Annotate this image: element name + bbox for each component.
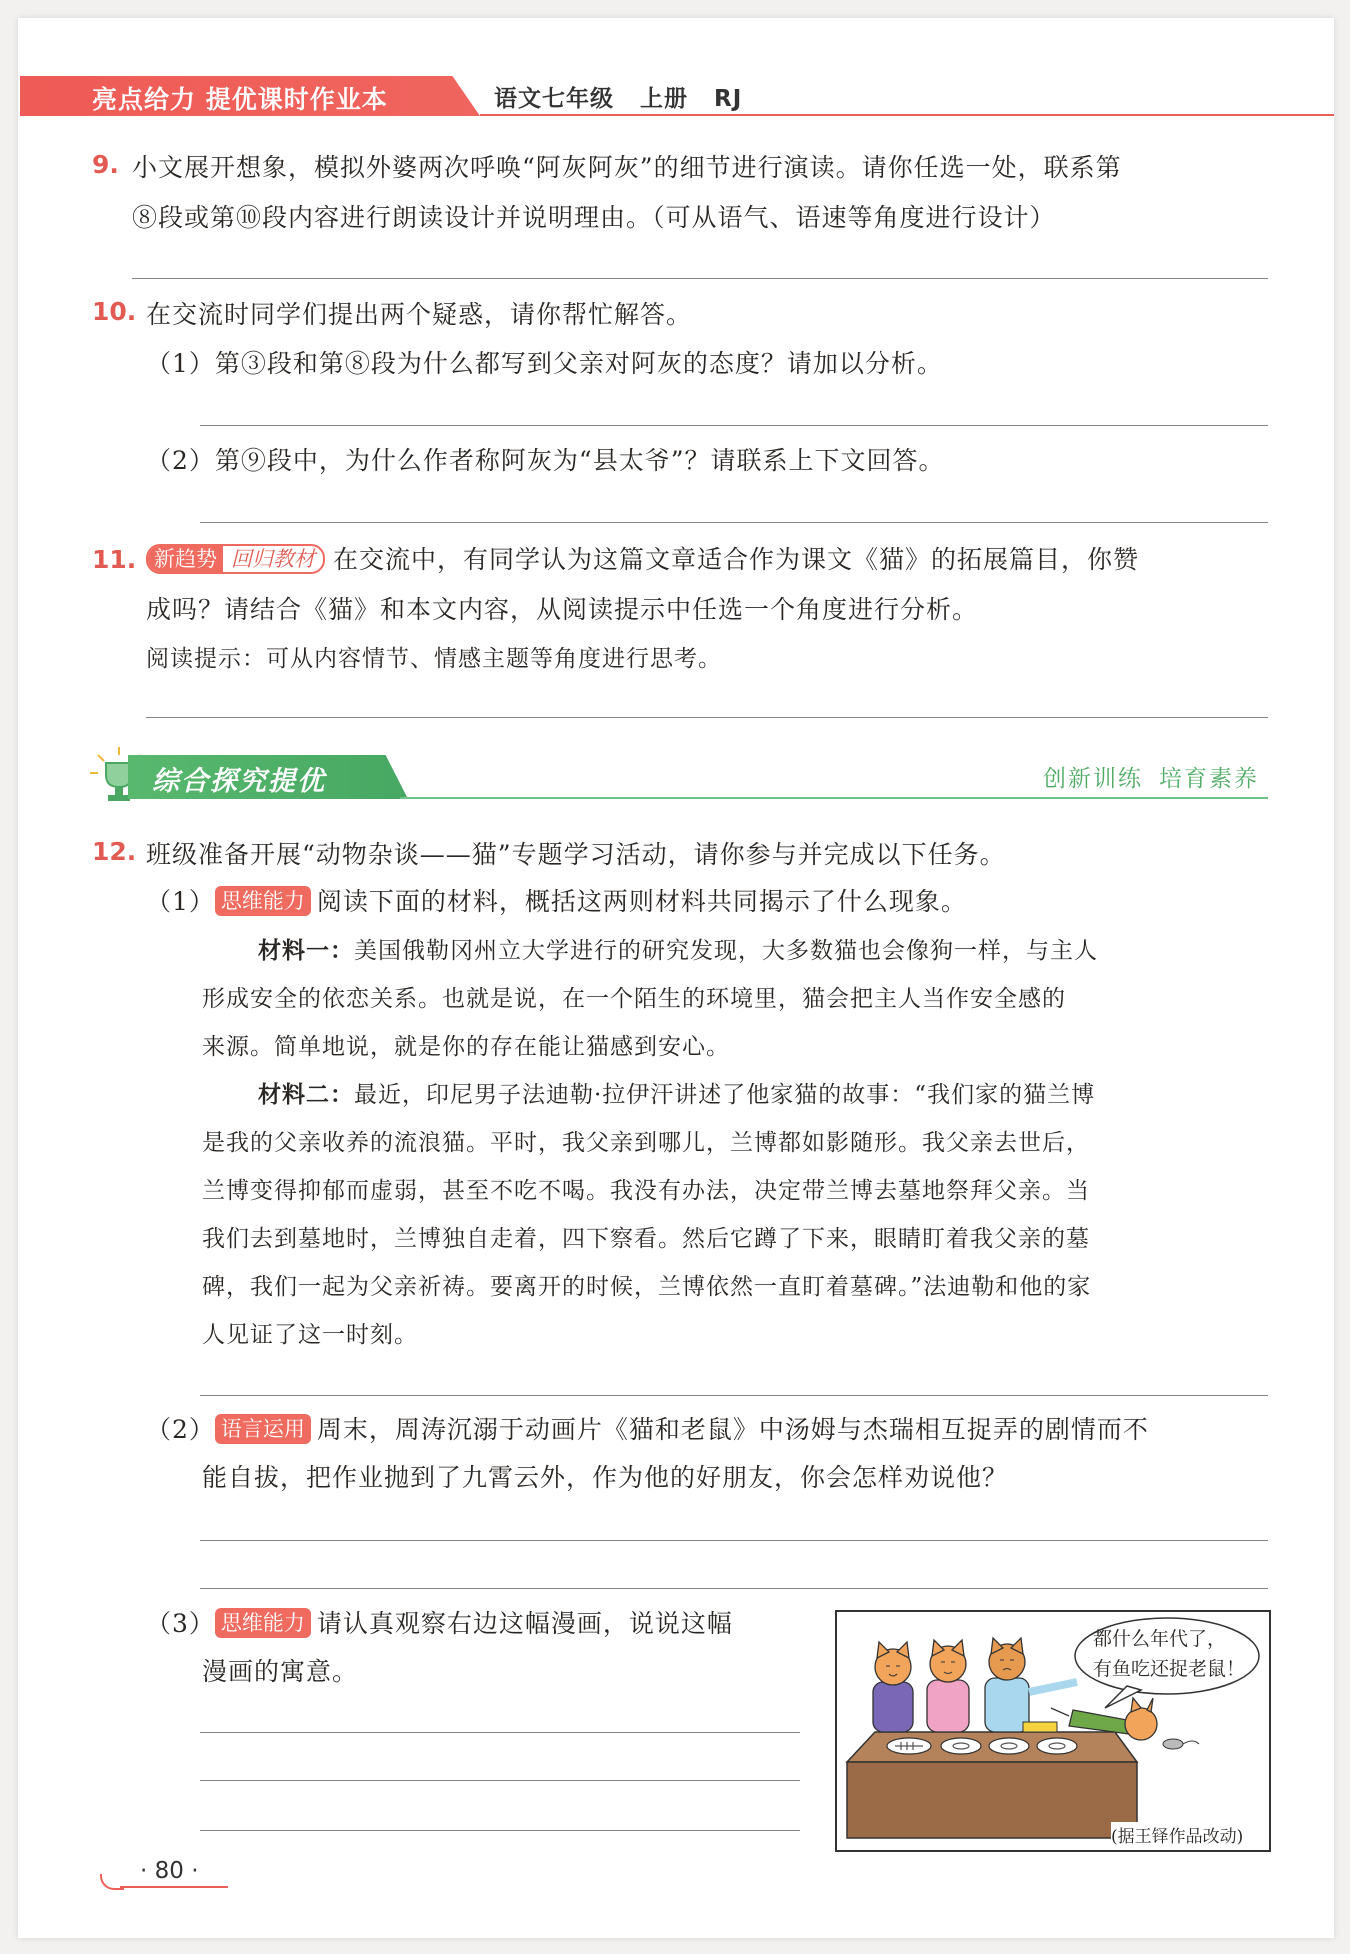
part-3-text-1: 请认真观察右边这幅漫画，说说这幅 [316,1609,733,1638]
textbook-tag-label: 回归教材 [231,547,315,571]
header-brand: 亮点给力 提优课时作业本 [92,85,388,114]
question-9-line-2: ⑧段或第⑩段内容进行朗读设计并说明理由。（可从语气、语速等角度进行设计） [132,203,1056,232]
material-2-line-6: 人见证了这一时刻。 [202,1322,418,1348]
cartoon-credit: (据王铎作品改动) [1111,1822,1243,1847]
answer-line[interactable] [132,278,1268,279]
material-1-title: 材料一： [258,937,354,964]
thinking-skill-tag: 思维能力 [215,886,311,916]
part-1-text: 阅读下面的材料，概括这两则材料共同揭示了什么现象。 [316,887,967,916]
material-2-line-1 [258,1076,1095,1109]
trend-tag-label: 新趋势 [148,546,223,572]
material-1-line-1 [258,932,1098,965]
speech-bubble-line-1: 都什么年代了， [1093,1628,1227,1650]
answer-line[interactable] [200,1395,1268,1396]
question-11-line-2: 成吗？请结合《猫》和本文内容，从阅读提示中任选一个角度进行分析。 [146,595,979,624]
question-9-number: 9. [92,150,119,179]
question-11-line-1 [146,540,1139,576]
question-11-number: 11. [92,545,137,574]
part-2-label: （2） [146,1415,215,1444]
question-10-sub-1: （1）第③段和第⑧段为什么都写到父亲对阿灰的态度？请加以分析。 [146,349,943,378]
thinking-skill-tag: 思维能力 [215,1608,311,1638]
material-2-text-1: 最近，印尼男子法迪勒·拉伊汗讲述了他家猫的故事：“我们家的猫兰博 [354,1082,1096,1108]
material-2-line-2: 是我的父亲收养的流浪猫。平时，我父亲到哪儿，兰博都如影随形。我父亲去世后， [202,1130,1090,1156]
part-1-label: （1） [146,887,215,916]
answer-line[interactable] [200,1732,800,1733]
material-2-title: 材料二： [258,1081,354,1108]
answer-line[interactable] [200,1540,1268,1541]
answer-line[interactable] [200,425,1268,426]
trend-tag [146,544,325,574]
header-edition: RJ [714,86,743,112]
header-book-info [494,80,768,113]
section-slogan-1: 创新训练 [1043,766,1143,792]
question-12-part-3-line-2: 漫画的寓意。 [202,1657,359,1686]
question-12-number: 12. [92,837,137,866]
section-title: 综合探究提优 [152,766,326,797]
material-2-line-4: 我们去到墓地时，兰博独自走着，四下察看。然后它蹲了下来，眼睛盯着我父亲的墓 [202,1226,1090,1252]
material-2-line-5: 碑，我们一起为父亲祈祷。要离开的时候，兰博依然一直盯着墓碑。”法迪勒和他的家 [202,1274,1092,1300]
page-number-rule [120,1886,228,1888]
language-skill-tag: 语言运用 [215,1414,311,1444]
material-1-line-3: 来源。简单地说，就是你的存在能让猫感到安心。 [202,1034,730,1060]
material-1-text-1: 美国俄勒冈州立大学进行的研究发现，大多数猫也会像狗一样，与主人 [354,938,1098,964]
material-1-line-2: 形成安全的依恋关系。也就是说，在一个陌生的环境里，猫会把主人当作安全感的 [202,986,1066,1012]
answer-line[interactable] [200,1588,1268,1589]
section-rule [400,797,1268,799]
answer-line[interactable] [146,717,1268,718]
section-slogan-2: 培育素养 [1159,766,1259,792]
answer-line[interactable] [200,1780,800,1781]
question-10-stem: 在交流时同学们提出两个疑惑，请你帮忙解答。 [146,300,693,329]
question-12-part-1 [146,882,967,918]
header-subject: 语文七年级 [494,86,614,112]
header-rule [480,114,1334,116]
material-2-line-3: 兰博变得抑郁而虚弱，甚至不吃不喝。我没有办法，决定带兰博去墓地祭拜父亲。当 [202,1178,1090,1204]
question-11-line-1-text: 在交流中，有同学认为这篇文章适合作为课文《猫》的拓展篇目，你赞 [333,545,1140,574]
speech-bubble-line-2: 有鱼吃还捉老鼠！ [1093,1658,1246,1680]
header-volume: 上册 [640,86,688,112]
section-slogan [1027,760,1259,793]
part-3-label: （3） [146,1609,215,1638]
page-number: · 80 · [140,1858,199,1884]
cartoon-panel [835,1610,1271,1852]
question-12-part-2-line-2: 能自拔，把作业抛到了九霄云外，作为他的好朋友，你会怎样劝说他？ [202,1463,1009,1492]
question-12-part-2 [146,1410,1149,1446]
question-12-part-3 [146,1604,733,1640]
question-9-line-1: 小文展开想象，模拟外婆两次呼唤“阿灰阿灰”的细节进行演读。请你任选一处，联系第 [132,153,1122,182]
part-2-text-1: 周末，周涛沉溺于动画片《猫和老鼠》中汤姆与杰瑞相互捉弄的剧情而不 [316,1415,1149,1444]
question-10-sub-2: （2）第⑨段中，为什么作者称阿灰为“县太爷”？请联系上下文回答。 [146,446,945,475]
question-12-stem: 班级准备开展“动物杂谈——猫”专题学习活动，请你参与并完成以下任务。 [146,840,1006,869]
question-11-reading-hint: 阅读提示：可从内容情节、情感主题等角度进行思考。 [146,646,722,672]
answer-line[interactable] [200,522,1268,523]
answer-line[interactable] [200,1830,800,1831]
question-10-number: 10. [92,297,137,326]
